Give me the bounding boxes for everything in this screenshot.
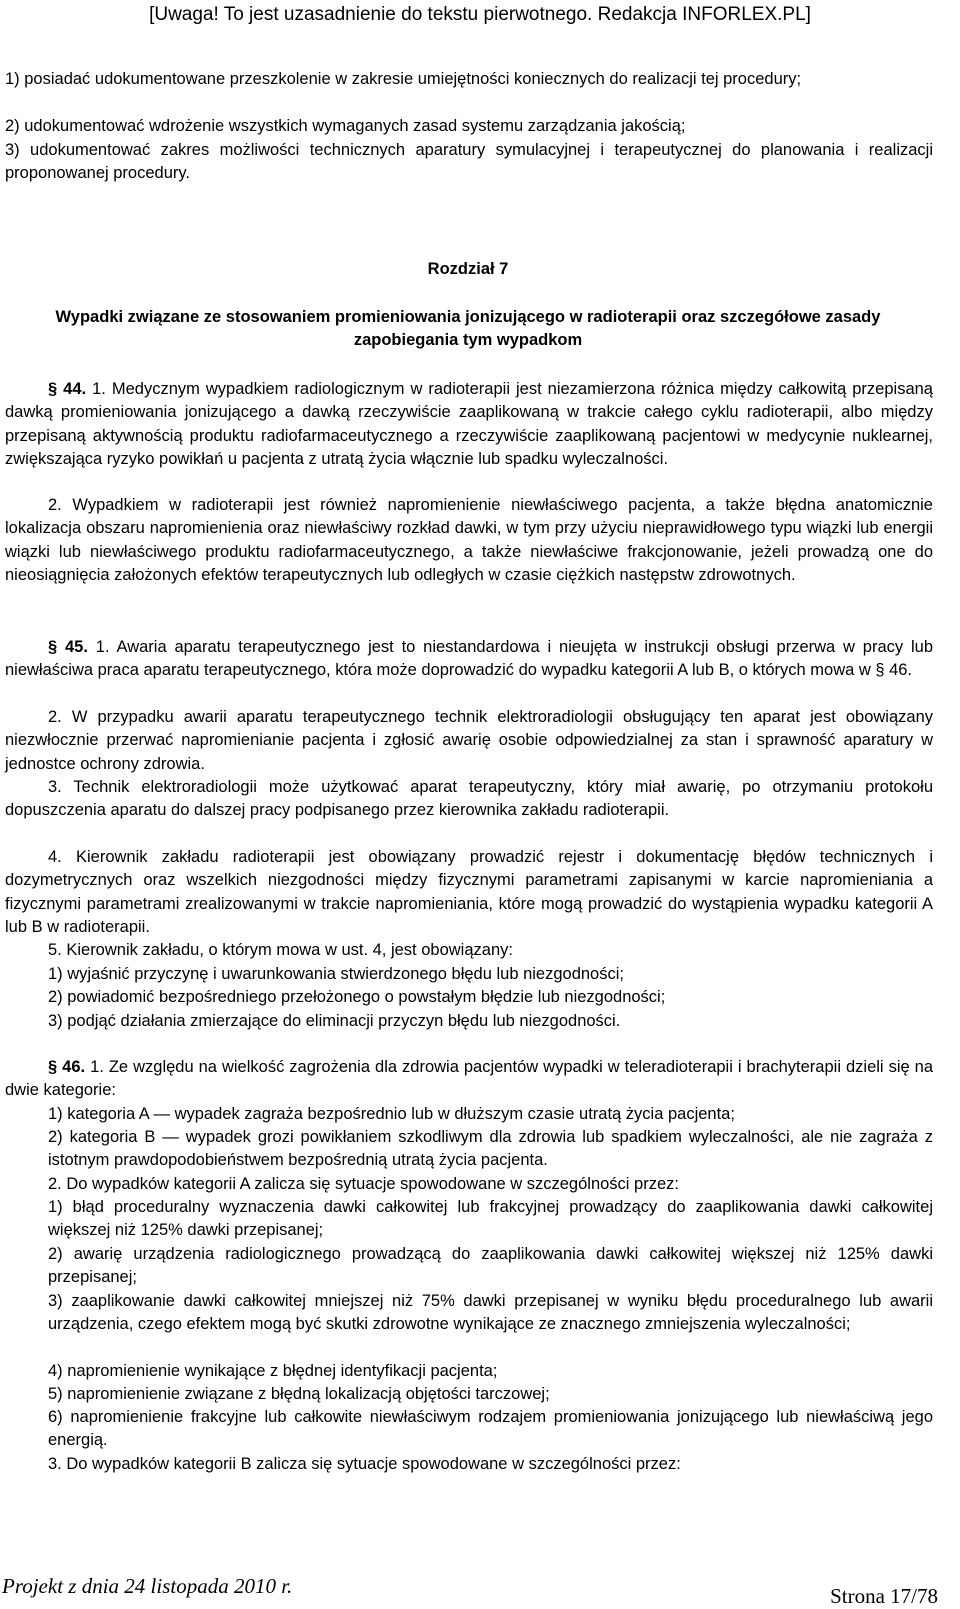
section-46-p2: 2. Do wypadków kategorii A zalicza się sytuacje spowodowane w szczególności przez: (48, 1175, 679, 1193)
section-46-p2-item-6: 6) napromienienie frakcyjne lub całkowite niewłaściwym rodzajem promieniowania jonizującego lub niewłaściwą jego energią. (48, 1408, 933, 1450)
section-45-p4-text: 4. Kierownik zakładu radioterapii jest obowiązany prowadzić rejestr i dokumentację błędów technicznych i dozymetrycznych oraz wszelkich niezgodności między fizycznymi parametrami zapisanymi w karcie napromieniania a fizycznymi parametrami zrealizowanymi w trakcie napromieniania, które mogą prowadzić do wystąpienia wypadku kategorii A lub B w radioterapii. (5, 848, 933, 936)
section-46-p1 (5, 1056, 933, 1103)
section-44-p1 (5, 378, 933, 471)
footer-project-date: Projekt z dnia 24 listopada 2010 r. (2, 1574, 293, 1598)
chapter-number: Rozdział 7 (427, 260, 509, 278)
section-46-p1-text: 1. Ze względu na wielkość zagrożenia dla zdrowia pacjentów wypadki w teleradioterapii i brachyterapii dzieli się na dwie kategorie: (5, 1058, 934, 1100)
section-46-p1-item-2: 2) kategoria B — wypadek grozi powikłaniem szkodliwym dla zdrowia lub spadkiem wyleczalności, ale nie zagraża z istotnym prawdopodobieństwem bezpośrednią utratą życia pacjenta. (48, 1128, 933, 1170)
section-44-p2-text: 2. Wypadkiem w radioterapii jest również napromienienie niewłaściwego pacjenta, a także błędna anatomicznie lokalizacja obszaru napromienienia oraz niewłaściwy rozkład dawki, w tym przy użyciu nieprawidłowego typu wiązki lub energii wiązki lub niewłaściwego produktu radiofarmaceutycznego, a także niewłaściwe frakcjonowanie, jeżeli prowadzą one do nieosiągnięcia założonych efektów terapeutycznych lub odległych w czasie ciężkich następstw zdrowotnych. (5, 496, 933, 584)
section-46-p2-item-5: 5) napromienienie związane z błędną lokalizacją objętości tarczowej; (48, 1385, 550, 1403)
section-45-p1-text: 1. Awaria aparatu terapeutycznego jest to niestandardowa i nieujęta w instrukcji obsługi przerwa w pracy lub niewłaściwa praca aparatu terapeutycznego, która może doprowadzić do wypadku kategorii A lub B, o których mowa w § 46. (5, 638, 933, 680)
section-45-p5-item-3: 3) podjąć działania zmierzające do eliminacji przyczyn błędu lub niezgodności. (48, 1012, 621, 1030)
section-44-p2 (5, 494, 933, 587)
intro-item-1: 1) posiadać udokumentowane przeszkolenie w zakresie umiejętności koniecznych do realizacji tej procedury; (5, 70, 802, 88)
section-45-label: § 45. (48, 638, 88, 656)
section-45-p1 (5, 636, 933, 683)
section-46-p2-item-2: 2) awarię urządzenia radiologicznego prowadzącą do zaaplikowania dawki całkowitej większej niż 125% dawki przepisanej; (48, 1245, 933, 1287)
section-46-label: § 46. (48, 1058, 86, 1076)
document-header: [Uwaga! To jest uzasadnienie do tekstu pierwotnego. Redakcja INFORLEX.PL] (149, 4, 811, 25)
section-46-p1-item-1: 1) kategoria A — wypadek zagraża bezpośrednio lub w dłuższym czasie utratą życia pacjenta; (48, 1105, 735, 1123)
intro-item-3: 3) udokumentować zakres możliwości technicznych aparatury symulacyjnej i terapeutycznej do planowania i realizacji proponowanej procedury. (5, 141, 933, 183)
section-45-p3-text: 3. Technik elektroradiologii może użytkować aparat terapeutyczny, który miał awarię, po otrzymaniu protokołu dopuszczenia aparatu do dalszej pracy podpisanego przez kierownika zakładu radioterapii. (5, 778, 933, 820)
section-44-label: § 44. (48, 380, 87, 398)
section-45-p5-item-2: 2) powiadomić bezpośredniego przełożonego o powstałym błędzie lub niezgodności; (48, 988, 666, 1006)
section-45-p4 (5, 846, 933, 939)
section-45-p5-item-1: 1) wyjaśnić przyczynę i uwarunkowania stwierdzonego błędu lub niezgodności; (48, 965, 624, 983)
section-46-p2-item-1: 1) błąd proceduralny wyznaczenia dawki całkowitej lub frakcyjnej prowadzący do zaaplikowania dawki całkowitej większej niż 125% dawki przepisanej; (48, 1198, 933, 1240)
section-45-p5: 5. Kierownik zakładu, o którym mowa w ust. 4, jest obowiązany: (48, 941, 513, 959)
section-45-p2-text: 2. W przypadku awarii aparatu terapeutycznego technik elektroradiologii obsługujący ten aparat jest obowiązany niezwłocznie przerwać napromienianie pacjenta i zgłosić awarię osobie odpowiedzialnej za stan i sprawność aparatury w jednostce ochrony zdrowia. (5, 708, 933, 773)
intro-item-2: 2) udokumentować wdrożenie wszystkich wymaganych zasad systemu zarządzania jakością; (5, 117, 686, 135)
section-46-p3: 3. Do wypadków kategorii B zalicza się sytuacje spowodowane w szczególności przez: (48, 1455, 681, 1473)
section-46-p2-item-4: 4) napromienienie wynikające z błędnej identyfikacji pacjenta; (48, 1362, 498, 1380)
section-45-p2 (5, 706, 933, 776)
section-46-p2-item-3: 3) zaaplikowanie dawki całkowitej mniejszej niż 75% dawki przepisanej w wyniku błędu proceduralnego lub awarii urządzenia, czego efektem mogą być skutki zdrowotne wynikające ze znacznego zmniejszenia wyleczalności; (48, 1292, 933, 1334)
section-45-p3 (5, 776, 933, 823)
chapter-title: Wypadki związane ze stosowaniem promieniowania jonizującego w radioterapii oraz szczegółowe zasady zapobiegania tym wypadkom (55, 308, 881, 350)
section-44-p1-text: 1. Medycznym wypadkiem radiologicznym w radioterapii jest niezamierzona różnica między całkowitą przepisaną dawką promieniowania jonizującego a dawką rzeczywiście zaaplikowaną w trakcie całego cyklu radioterapii, albo między przepisaną aktywnością produktu radiofarmaceutycznego a rzeczywiście zaaplikowaną pacjentowi w medycynie nuklearnej, zwiększająca ryzyko powikłań u pacjenta z utratą życia włącznie lub spadku wyleczalności. (5, 380, 933, 468)
footer-page-number: Strona 17/78 (830, 1584, 938, 1608)
